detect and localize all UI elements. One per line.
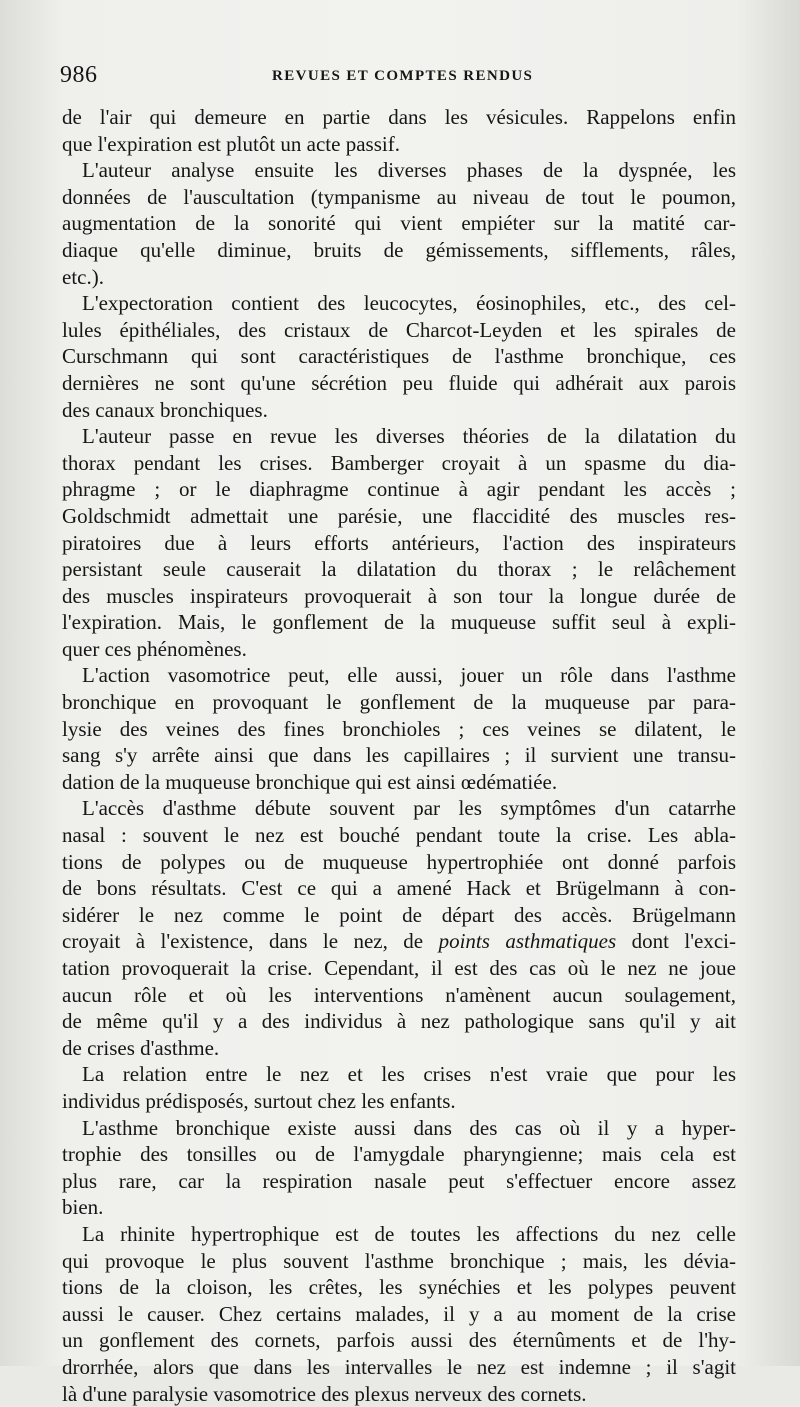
paragraph xyxy=(62,104,736,157)
text-line: L'auteur analyse ensuite les diverses phases de la dyspnée, les xyxy=(62,157,736,184)
text-line: des canaux bronchiques. xyxy=(62,397,736,424)
text-line: diaque qu'elle diminue, bruits de gémissements, sifflements, râles, xyxy=(62,237,736,264)
paragraph xyxy=(62,1221,736,1407)
text-line: individus prédisposés, surtout chez les enfants. xyxy=(62,1088,736,1115)
text-line: lules épithéliales, des cristaux de Charcot-Leyden et les spirales de xyxy=(62,317,736,344)
text-line: persistant seule causerait la dilatation du thorax ; le relâchement xyxy=(62,556,736,583)
text-line: L'accès d'asthme débute souvent par les symptômes d'un catarrhe xyxy=(62,795,736,822)
paragraph xyxy=(62,423,736,662)
text-line: sang s'y arrête ainsi que dans les capillaires ; il survient une transu- xyxy=(62,742,736,769)
text-line: phragme ; or le diaphragme continue à agir pendant les accès ; xyxy=(62,476,736,503)
body-text xyxy=(62,104,736,1407)
text-line: un gonflement des cornets, parfois aussi des éternûments et de l'hy- xyxy=(62,1327,736,1354)
text-line: de crises d'asthme. xyxy=(62,1035,736,1062)
text-line: plus rare, car la respiration nasale peut s'effectuer encore assez xyxy=(62,1168,736,1195)
text-line: quer ces phénomènes. xyxy=(62,636,736,663)
text-line: L'action vasomotrice peut, elle aussi, jouer un rôle dans l'asthme xyxy=(62,662,736,689)
text-line: sidérer le nez comme le point de départ des accès. Brügelmann xyxy=(62,902,736,929)
text-line: L'asthme bronchique existe aussi dans des cas où il y a hyper- xyxy=(62,1115,736,1142)
paragraph xyxy=(62,290,736,423)
text-line: tions de la cloison, les crêtes, les synéchies et les polypes peuvent xyxy=(62,1274,736,1301)
text-line: de bons résultats. C'est ce qui a amené Hack et Brügelmann à con- xyxy=(62,875,736,902)
text-line: bronchique en provoquant le gonflement de la muqueuse par para- xyxy=(62,689,736,716)
text-line: thorax pendant les crises. Bamberger croyait à un spasme du dia- xyxy=(62,450,736,477)
text-line: données de l'auscultation (tympanisme au niveau de tout le poumon, xyxy=(62,184,736,211)
text-line: dernières ne sont qu'une sécrétion peu fluide qui adhérait aux parois xyxy=(62,370,736,397)
text-line: Goldschmidt admettait une parésie, une flaccidité des muscles res- xyxy=(62,503,736,530)
text-line: trophie des tonsilles ou de l'amygdale pharyngienne; mais cela est xyxy=(62,1141,736,1168)
text-line: etc.). xyxy=(62,264,736,291)
text-line: des muscles inspirateurs provoquerait à son tour la longue durée de xyxy=(62,583,736,610)
text-line: croyait à l'existence, dans le nez, de points asthmatiques dont l'exci- xyxy=(62,928,736,955)
paragraph xyxy=(62,1115,736,1221)
text-line: aucun rôle et où les interventions n'amènent aucun soulagement, xyxy=(62,982,736,1009)
text-line: piratoires due à leurs efforts antérieurs, l'action des inspirateurs xyxy=(62,530,736,557)
text-line: dation de la muqueuse bronchique qui est ainsi œdématiée. xyxy=(62,769,736,796)
text-line: La rhinite hypertrophique est de toutes les affections du nez celle xyxy=(62,1221,736,1248)
text-line: que l'expiration est plutôt un acte passif. xyxy=(62,131,736,158)
text-line: La relation entre le nez et les crises n'est vraie que pour les xyxy=(62,1061,736,1088)
paragraph xyxy=(62,795,736,1061)
text-line: l'expiration. Mais, le gonflement de la muqueuse suffit seul à expli- xyxy=(62,609,736,636)
paragraph xyxy=(62,1061,736,1114)
text-line: L'expectoration contient des leucocytes, éosinophiles, etc., des cel- xyxy=(62,290,736,317)
text-line: aussi le causer. Chez certains malades, il y a au moment de la crise xyxy=(62,1301,736,1328)
text-line: tation provoquerait la crise. Cependant, il est des cas où le nez ne joue xyxy=(62,955,736,982)
paragraph xyxy=(62,157,736,290)
text-line: qui provoque le plus souvent l'asthme bronchique ; mais, les dévia- xyxy=(62,1248,736,1275)
running-title: REVUES ET COMPTES RENDUS xyxy=(272,68,533,85)
text-line: lysie des veines des fines bronchioles ; ces veines se dilatent, le xyxy=(62,716,736,743)
text-line: augmentation de la sonorité qui vient empiéter sur la matité car- xyxy=(62,210,736,237)
text-line: là d'une paralysie vasomotrice des plexus nerveux des cornets. xyxy=(62,1381,736,1407)
page-number: 986 xyxy=(60,62,98,89)
text-line: Curschmann qui sont caractéristiques de l'asthme bronchique, ces xyxy=(62,343,736,370)
text-line: nasal : souvent le nez est bouché pendant toute la crise. Les abla- xyxy=(62,822,736,849)
text-line: de l'air qui demeure en partie dans les vésicules. Rappelons enfin xyxy=(62,104,736,131)
text-line: drorrhée, alors que dans les intervalles le nez est indemne ; il s'agit xyxy=(62,1354,736,1381)
text-line: de même qu'il y a des individus à nez pathologique sans qu'il y ait xyxy=(62,1008,736,1035)
text-line: tions de polypes ou de muqueuse hypertrophiée ont donné parfois xyxy=(62,849,736,876)
text-line: bien. xyxy=(62,1194,736,1221)
running-head xyxy=(60,62,740,92)
text-line: L'auteur passe en revue les diverses théories de la dilatation du xyxy=(62,423,736,450)
paragraph xyxy=(62,662,736,795)
